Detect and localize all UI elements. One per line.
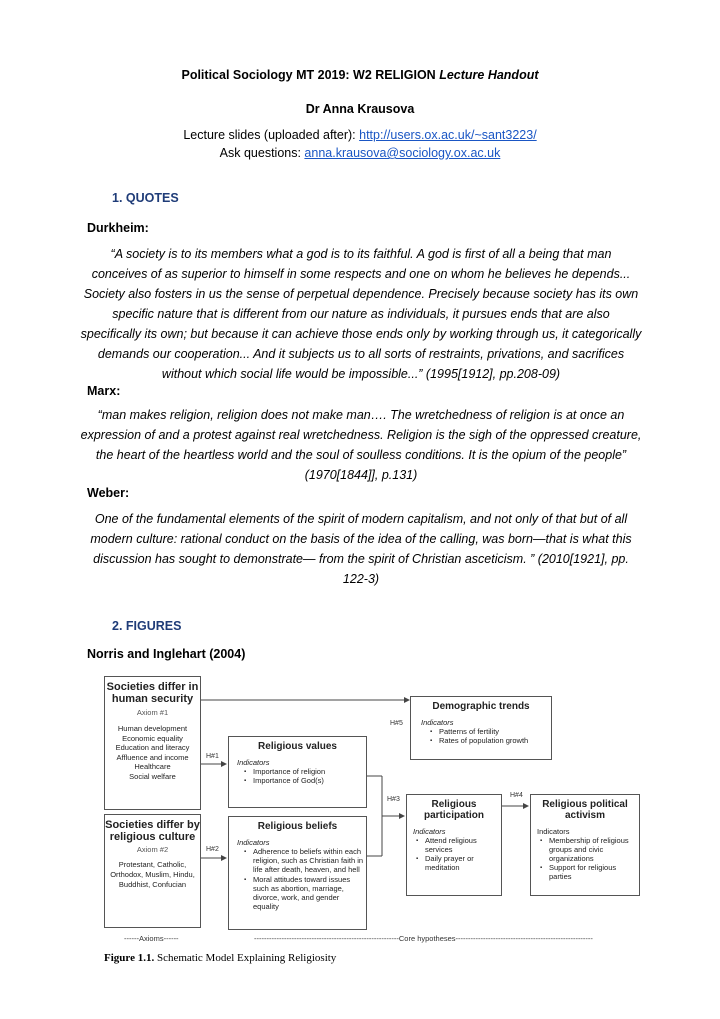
core-hypotheses-footer: ----------------------------------------------------------Core hypotheses------------------------------------------------------- <box>254 934 593 943</box>
h2-label: H#2 <box>206 846 219 853</box>
weber-quote: One of the fundamental elements of the spirit of modern capitalism, and not only of that but of all modern culture: rational conduct on the basis of the idea of the calling, was born—that is what this discussion has sought to demonstrate— from the spirit of Christian asceticism. ” (2010[1921], pp. 122-3) <box>90 512 632 586</box>
page-title: Political Sociology MT 2019: W2 RELIGION Lecture Handout <box>181 68 539 82</box>
durkheim-quote: “A society is to its members what a god is to its faithful. A god is first of all a being that man conceives of as superior to himself in some respects and one on whom he believes he depends... Society also fosters in us the sense of perpetual dependence. Precisely because society has its own specific nature that is different from our nature as individuals, it pursues ends that are also specifically its own; but because it can achieve those ends only by working through us, it categorically demands our cooperation... And it subjects us to all sorts of restraints, privations, and sacrifices without which social life would be impossible...” (1995[1912], pp.208-09) <box>80 247 642 381</box>
weber-label: Weber: <box>87 486 130 500</box>
email-link[interactable]: anna.krausova@sociology.ox.ac.uk <box>304 146 501 160</box>
author-name: Dr Anna Krausova <box>305 102 415 116</box>
figure-caption: Figure 1.1. Schematic Model Explaining Religiosity <box>104 952 337 964</box>
axioms-footer: ------Axioms------ <box>124 934 179 943</box>
h4-label: H#4 <box>510 792 523 799</box>
activism-box: Religious political activism Indicators ▪ Membership of religious groups and civic organizations ▪ Support for religious parties <box>530 794 640 896</box>
figure-source: Norris and Inglehart (2004) <box>87 647 246 661</box>
beliefs-box: Religious beliefs Indicators ▪ Adherence to beliefs within each religion, such as Christian faith in life after death, heaven, and hell ▪ Moral attitudes toward issues such as abortion, marriage, divorce, work, and gender equality <box>228 816 367 930</box>
h3-label: H#3 <box>387 796 400 803</box>
participation-box: Religious participation Indicators ▪ Attend religious services ▪ Daily prayer or meditation <box>406 794 502 896</box>
values-box: Religious values Indicators ▪ Importance of religion ▪ Importance of God(s) <box>228 736 367 808</box>
h5-label: H#5 <box>390 720 403 727</box>
demographic-box: Demographic trends Indicators ▪ Patterns of fertility ▪ Rates of population growth <box>410 696 552 760</box>
questions-line: Ask questions: anna.krausova@sociology.ox.ac.uk <box>219 146 501 160</box>
figures-heading: 2. FIGURES <box>112 619 182 633</box>
marx-label: Marx: <box>87 384 121 398</box>
durkheim-label: Durkheim: <box>87 221 149 235</box>
quotes-heading: 1. QUOTES <box>112 191 179 205</box>
marx-quote: “man makes religion, religion does not make man…. The wretchedness of religion is at once an expression of and a protest against real wretchedness. Religion is the sigh of the oppressed creature, the heart of the heartless world and the soul of soulless conditions. It is the opium of the people” (1970[1844]], p.131) <box>80 408 642 482</box>
security-box: Societies differ in human security Axiom #1 Human development Economic equality Education and literacy Affluence and income Healthcare Social welfare <box>104 676 201 810</box>
slides-link[interactable]: http://users.ox.ac.uk/~sant3223/ <box>359 128 537 142</box>
slides-line: Lecture slides (uploaded after): http://users.ox.ac.uk/~sant3223/ <box>183 128 537 142</box>
religiosity-model-diagram <box>104 676 644 964</box>
h1-label: H#1 <box>206 753 219 760</box>
culture-box: Societies differ by religious culture Axiom #2 Protestant, Catholic, Orthodox, Muslim, Hindu, Buddhist, Confucian <box>104 814 201 928</box>
